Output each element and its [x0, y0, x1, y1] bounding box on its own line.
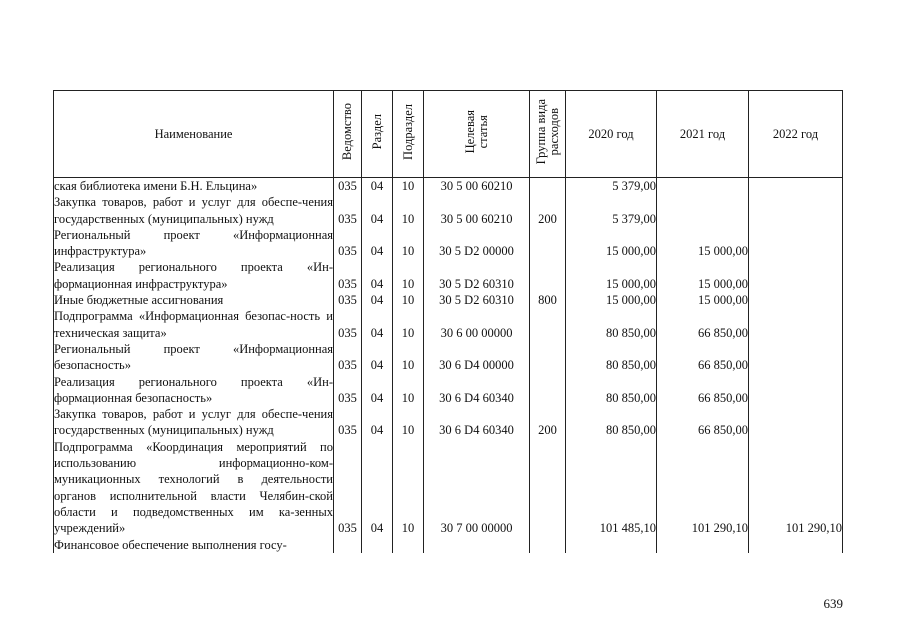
row-2020: 15 000,00	[566, 259, 657, 292]
row-subsection: 10	[393, 439, 424, 537]
row-2020: 5 379,00	[566, 194, 657, 227]
row-2020: 80 850,00	[566, 374, 657, 407]
row-2022	[749, 194, 843, 227]
row-2021: 66 850,00	[657, 374, 749, 407]
row-2021: 66 850,00	[657, 341, 749, 374]
row-subsection: 10	[393, 259, 424, 292]
row-2020: 15 000,00	[566, 292, 657, 308]
table-row	[54, 374, 843, 407]
row-name: Подпрограмма «Информационная безопас-ность и техническая защита»	[54, 309, 333, 340]
row-2020	[566, 537, 657, 553]
row-dept: 035	[334, 292, 362, 308]
row-2021	[657, 178, 749, 195]
row-section	[362, 537, 393, 553]
row-2022: 101 290,10	[749, 439, 843, 537]
row-target: 30 7 00 00000	[424, 439, 530, 537]
row-subsection: 10	[393, 292, 424, 308]
row-2021: 101 290,10	[657, 439, 749, 537]
header-subsection: Подраздел	[393, 91, 424, 178]
row-subsection	[393, 537, 424, 553]
header-name: Наименование	[54, 91, 334, 178]
header-2022: 2022 год	[749, 91, 843, 178]
row-2022	[749, 227, 843, 260]
row-name: ская библиотека имени Б.Н. Ельцина»	[54, 178, 334, 195]
row-2020: 15 000,00	[566, 227, 657, 260]
table-row	[54, 341, 843, 374]
table-row	[54, 227, 843, 260]
row-subsection: 10	[393, 227, 424, 260]
row-2021: 15 000,00	[657, 292, 749, 308]
row-name: Иные бюджетные ассигнования	[54, 292, 334, 308]
row-section: 04	[362, 341, 393, 374]
header-2021: 2021 год	[657, 91, 749, 178]
row-name: Реализация регионального проекта «Ин-формационная инфраструктура»	[54, 260, 333, 291]
row-2022	[749, 259, 843, 292]
row-section: 04	[362, 227, 393, 260]
row-2022	[749, 406, 843, 439]
table-row	[54, 292, 843, 308]
row-2020: 80 850,00	[566, 341, 657, 374]
row-2021	[657, 194, 749, 227]
row-dept: 035	[334, 341, 362, 374]
row-2021: 15 000,00	[657, 259, 749, 292]
row-target: 30 6 D4 60340	[424, 406, 530, 439]
row-target: 30 5 D2 60310	[424, 259, 530, 292]
header-2020: 2020 год	[566, 91, 657, 178]
row-dept: 035	[334, 178, 362, 195]
row-section: 04	[362, 194, 393, 227]
table-row	[54, 406, 843, 439]
table-row	[54, 178, 843, 195]
row-2020: 101 485,10	[566, 439, 657, 537]
row-group	[530, 308, 566, 341]
row-dept: 035	[334, 227, 362, 260]
row-2022	[749, 537, 843, 553]
row-2021	[657, 537, 749, 553]
row-2022	[749, 292, 843, 308]
row-name: Реализация регионального проекта «Ин-формационная безопасность»	[54, 374, 333, 405]
row-section: 04	[362, 178, 393, 195]
row-dept: 035	[334, 259, 362, 292]
header-target: Целевая статья	[424, 91, 530, 178]
row-dept: 035	[334, 374, 362, 407]
row-target: 30 6 D4 60340	[424, 374, 530, 407]
table-row	[54, 194, 843, 227]
row-subsection: 10	[393, 178, 424, 195]
table-row	[54, 439, 843, 537]
row-name: Финансовое обеспечение выполнения госу-	[54, 537, 334, 553]
row-dept: 035	[334, 406, 362, 439]
row-2022	[749, 308, 843, 341]
row-group	[530, 537, 566, 553]
row-group	[530, 178, 566, 195]
row-target: 30 5 D2 00000	[424, 227, 530, 260]
row-2020: 80 850,00	[566, 406, 657, 439]
row-group	[530, 341, 566, 374]
row-name: Региональный проект «Информационная инфраструктура»	[54, 227, 333, 259]
row-target: 30 6 00 00000	[424, 308, 530, 341]
table-row	[54, 537, 843, 553]
row-group: 800	[530, 292, 566, 308]
row-2022	[749, 178, 843, 195]
row-2022	[749, 374, 843, 407]
row-dept: 035	[334, 308, 362, 341]
row-group: 200	[530, 406, 566, 439]
row-2020: 80 850,00	[566, 308, 657, 341]
table-row	[54, 308, 843, 341]
row-subsection: 10	[393, 374, 424, 407]
row-target: 30 5 00 60210	[424, 178, 530, 195]
row-section: 04	[362, 374, 393, 407]
row-group	[530, 259, 566, 292]
row-section: 04	[362, 406, 393, 439]
header-section: Раздел	[362, 91, 393, 178]
row-target: 30 5 00 60210	[424, 194, 530, 227]
row-2021: 66 850,00	[657, 308, 749, 341]
row-2022	[749, 341, 843, 374]
row-subsection: 10	[393, 194, 424, 227]
row-subsection: 10	[393, 341, 424, 374]
row-name: Подпрограмма «Координация мероприятий по использованию информационно-ком-муникационных технологий в деятельности органов исполнительной власти Челябин-ской области и подведомственных им ка-зенных учреждений»	[54, 439, 333, 536]
row-2020: 5 379,00	[566, 178, 657, 195]
row-dept: 035	[334, 194, 362, 227]
table-row	[54, 259, 843, 292]
header-group: Группа вида расходов	[530, 91, 566, 178]
header-row	[54, 91, 843, 178]
header-dept: Ведомство	[334, 91, 362, 178]
row-2021: 66 850,00	[657, 406, 749, 439]
row-2021: 15 000,00	[657, 227, 749, 260]
row-section: 04	[362, 259, 393, 292]
row-section: 04	[362, 439, 393, 537]
row-target	[424, 537, 530, 553]
row-section: 04	[362, 308, 393, 341]
row-target: 30 6 D4 00000	[424, 341, 530, 374]
row-group: 200	[530, 194, 566, 227]
row-dept: 035	[334, 439, 362, 537]
row-section: 04	[362, 292, 393, 308]
row-name: Региональный проект «Информационная безопасность»	[54, 341, 333, 373]
row-group	[530, 439, 566, 537]
row-target: 30 5 D2 60310	[424, 292, 530, 308]
budget-table	[53, 90, 843, 553]
row-subsection: 10	[393, 308, 424, 341]
row-group	[530, 374, 566, 407]
row-subsection: 10	[393, 406, 424, 439]
row-dept	[334, 537, 362, 553]
row-name: Закупка товаров, работ и услуг для обеспе-чения государственных (муниципальных) нужд	[54, 407, 333, 438]
page-number: 639	[823, 596, 843, 611]
row-group	[530, 227, 566, 260]
row-name: Закупка товаров, работ и услуг для обеспе-чения государственных (муниципальных) нужд	[54, 195, 333, 226]
